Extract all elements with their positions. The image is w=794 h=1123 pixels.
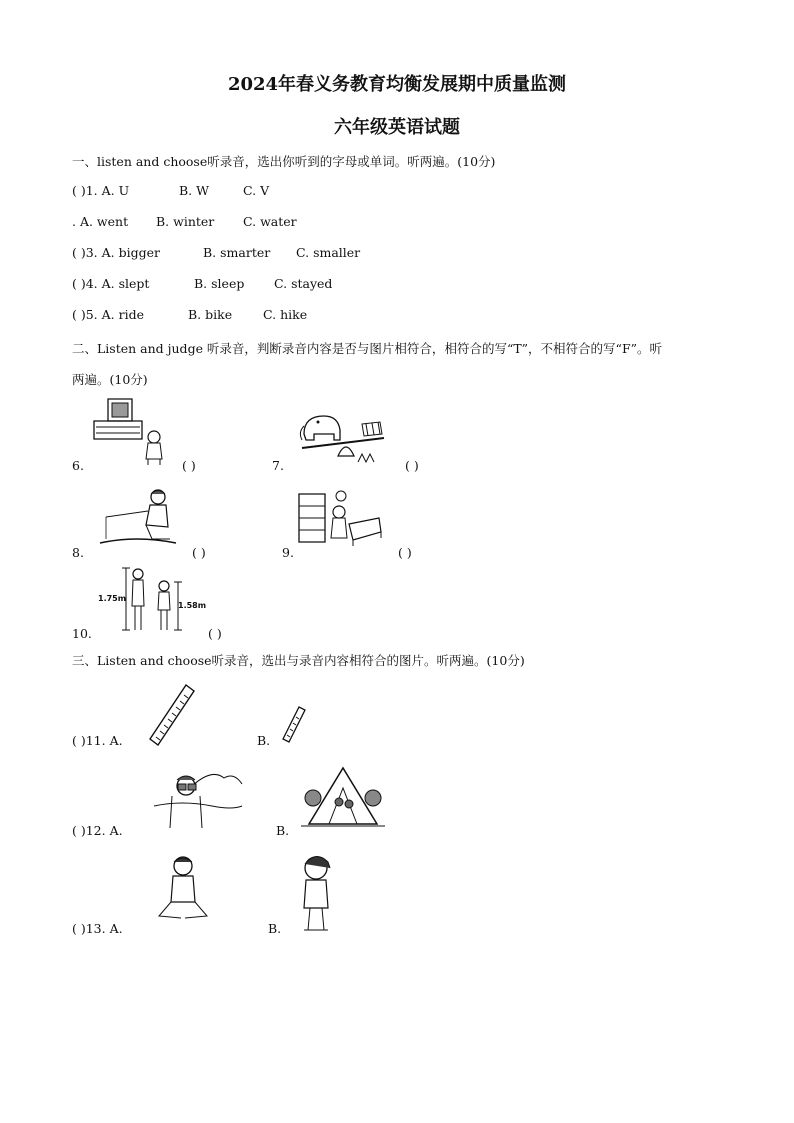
question-4-option-a: ( )4. A. slept — [72, 276, 150, 291]
girl-with-binoculars-picture — [152, 766, 244, 830]
seesaw-animals-picture — [298, 404, 388, 466]
question-2-option-b: B. winter — [156, 214, 215, 229]
question-13-option-a: ( )13. A. — [72, 921, 123, 936]
question-12-option-b: B. — [276, 823, 290, 838]
question-5-option-a: ( )5. A. ride — [72, 307, 144, 322]
question-8-answer-blank[interactable]: ( ) — [192, 545, 206, 560]
camping-tent-picture — [299, 764, 387, 832]
bedroom-picture — [297, 488, 382, 550]
question-7-answer-blank[interactable]: ( ) — [405, 458, 419, 473]
question-5 — [72, 307, 307, 322]
question-10-answer-blank[interactable]: ( ) — [208, 626, 222, 641]
section2-heading-line1: 二、Listen and judge 听录音，判断录音内容是否与图片相符合，相符合的写“T”，不相符合的写“F”。听 — [72, 341, 663, 356]
height-label-short: 1.58m — [178, 601, 207, 610]
question-11-option-a: ( )11. A. — [72, 733, 123, 748]
question-4-option-b: B. sleep — [194, 276, 245, 291]
section3-heading: 三、Listen and choose听录音，选出与录音内容相符合的图片。听两遍。(10分) — [72, 653, 525, 668]
question-5-option-b: B. bike — [188, 307, 233, 322]
page-subtitle: 六年级英语试题 — [334, 117, 460, 138]
question-13-option-b: B. — [268, 921, 282, 936]
question-1 — [72, 183, 269, 198]
question-1-option-a: ( )1. A. U — [72, 183, 130, 198]
question-5-option-c: C. hike — [263, 307, 308, 322]
question-2 — [72, 214, 297, 229]
question-6-answer-blank[interactable]: ( ) — [182, 458, 196, 473]
question-3-option-c: C. smaller — [296, 245, 361, 260]
standing-boy-picture — [292, 852, 342, 934]
question-11-option-b: B. — [257, 733, 271, 748]
section1-heading: 一、listen and choose听录音，选出你听到的字母或单词。听两遍。(10分) — [72, 154, 496, 169]
question-12 — [72, 823, 289, 838]
question-11 — [72, 733, 270, 748]
question-2-option-a: . A. went — [72, 214, 129, 229]
tv-watching-picture — [90, 397, 170, 467]
height-label-tall: 1.75m — [98, 594, 127, 603]
question-2-option-c: C. water — [243, 214, 297, 229]
question-7-number: 7. — [272, 458, 284, 473]
page-title: 2024年春义务教育均衡发展期中质量监测 — [227, 74, 567, 95]
question-4 — [72, 276, 332, 291]
short-ruler-picture — [281, 705, 307, 745]
question-9-number: 9. — [282, 545, 294, 560]
question-3-option-b: B. smarter — [203, 245, 271, 260]
question-6-number: 6. — [72, 458, 84, 473]
question-4-option-c: C. stayed — [274, 276, 333, 291]
question-12-option-a: ( )12. A. — [72, 823, 123, 838]
question-1-option-c: C. V — [243, 183, 270, 198]
question-1-option-b: B. W — [179, 183, 209, 198]
sitting-boy-picture — [155, 854, 211, 926]
question-9-answer-blank[interactable]: ( ) — [398, 545, 412, 560]
question-3-option-a: ( )3. A. bigger — [72, 245, 160, 260]
question-8-number: 8. — [72, 545, 84, 560]
section2-heading-line2: 两遍。(10分) — [72, 372, 148, 387]
fishing-boy-picture — [96, 487, 181, 549]
question-3 — [72, 245, 360, 260]
question-10-number: 10. — [72, 626, 92, 641]
question-13 — [72, 921, 281, 936]
